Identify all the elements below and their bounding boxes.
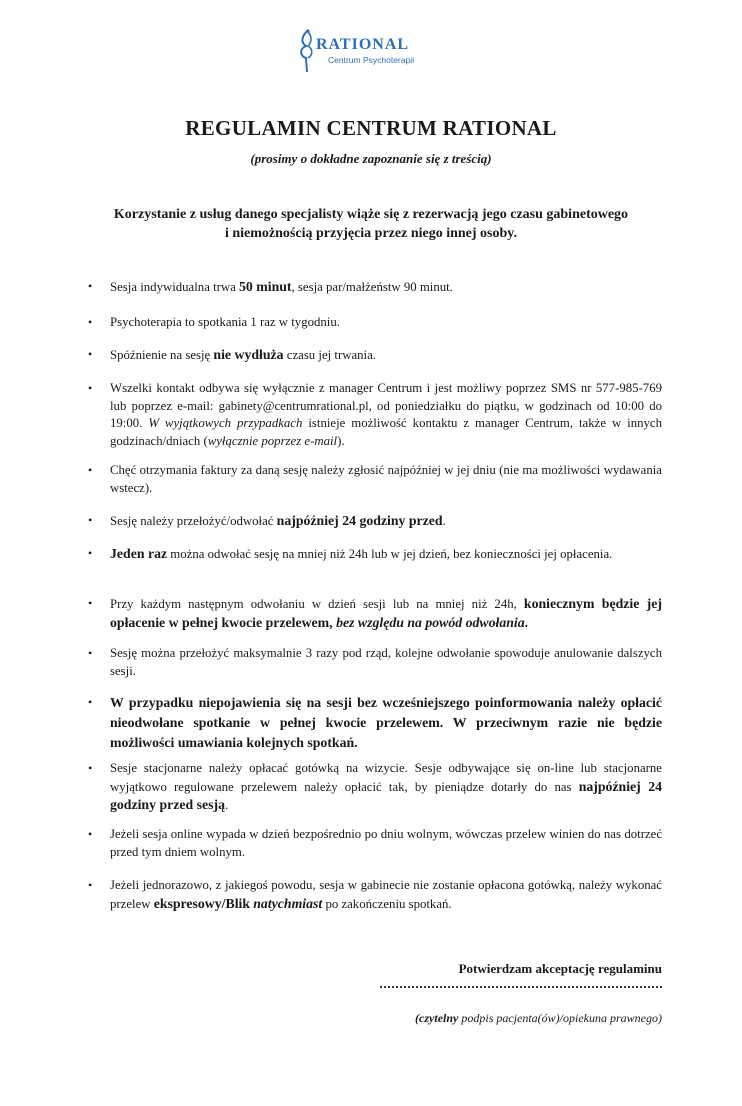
signature-caption-rest: podpis pacjenta(ów)/opiekuna prawnego) [458,1011,662,1025]
rule-item [110,380,662,450]
rule-text: można odwołać sesję na mniej niż 24h lub w jej dzień, bez konieczności jej opłacenia. [167,547,613,561]
rule-item [110,545,662,564]
rule-text: Spóźnienie na sesję [110,348,214,362]
rule-text-bold-italic: natychmiast [253,895,323,911]
rule-item [110,693,662,753]
logo-brand: RATIONAL [316,36,410,53]
rule-text: Wszelki kontakt odbywa się wyłącznie z manager Centrum i jest możliwy poprzez SMS nr 577-985-769 lub poprzez e-mail: gabinety@centrumrational.pl, od poniedziałku do piątku, w godzinach od 10:00 do 19:00. [110,381,662,430]
rule-text: Przy każdym następnym odwołaniu w dzień sesji lub na mniej niż 24h, [110,597,524,611]
logo [296,28,426,78]
rule-text-bold: ekspresowy/Blik [153,895,251,911]
rule-text: Jeżeli jednorazowo, z jakiegoś powodu, sesja w gabinecie nie zostanie opłacona gotówką, należy wykonać przelew [110,878,662,911]
rule-text-bold: W przypadku niepojawienia się na sesji bez wcześniejszego poinformowania należy opłacić nieodwołane spotkanie w pełnej kwocie przelewem. W przeciwnym razie nie będzie możliwości umawiania kolejnych spotkań. [110,695,662,750]
rule-item [110,826,662,861]
rule-text: Sesję należy przełożyć/odwołać [110,514,277,528]
rule-text: Sesje stacjonarne należy opłacać gotówką na wizycie. Sesje odbywające się on-line lub stacjonarne wyjątkowo regulowane przelewem należy opłacić tak, by pieniądze dotarły do nas [110,761,662,794]
rule-text-bold: Jeden raz [110,546,168,561]
rule-item [110,877,662,913]
rule-item [110,346,662,365]
rule-text: . [224,798,229,812]
rule-text: Jeżeli sesja online wypada w dzień bezpośrednio po dniu wolnym, wówczas przelew winien do nas dotrzeć przed tym dniem wolnym. [110,827,662,859]
intro-text [40,205,702,243]
rule-text: . [442,514,446,528]
rule-text: Psychoterapia to spotkania 1 raz w tygodniu. [110,315,340,329]
rule-text-italic: W wyjątkowych przypadkach [148,416,303,430]
rule-text-italic: wyłącznie poprzez e-mail [207,433,338,448]
rule-text: Sesję można przełożyć maksymalnie 3 razy pod rząd, kolejne odwołanie spowoduje anulowanie dalszych sesji. [110,646,662,678]
intro-line-2: i niemożnością przyjęcia przez niego innej osoby. [224,226,518,241]
signature-caption [415,1011,662,1026]
butterfly-logo-icon [296,28,318,74]
rule-item [110,462,662,497]
rule-text-bold-italic: bez względu na powód odwołania [336,614,525,630]
intro-line-1: Korzystanie z usług danego specjalisty wiąże się z rezerwacją jego czasu gabinetowego [113,207,629,222]
rule-text-bold: najpóźniej 24 godziny przed sesją [110,778,662,812]
rule-item [110,760,662,815]
rule-text: ). [337,433,345,448]
signature-caption-bold: (czytelny [415,1011,459,1025]
rule-text: czasu jej trwania. [283,348,376,362]
page-title: REGULAMIN CENTRUM RATIONAL [185,116,557,140]
rule-item [110,595,662,632]
logo-subtitle: Centrum Psychoterapii [328,55,414,65]
rule-item [110,278,662,297]
rule-text: Chęć otrzymania faktury za daną sesję należy zgłosić najpóźniej w jej dniu (nie ma możliwości wydawania wstecz). [110,463,662,495]
rule-text-bold: . [524,614,529,630]
rule-text-bold: najpóźniej 24 godziny przed [276,513,443,528]
rule-item [110,314,662,332]
rule-text: Sesja indywidualna trwa [110,280,240,294]
rule-text: po zakończeniu spotkań. [322,896,452,911]
rule-item [110,645,662,680]
rule-text: istnieje możliwość kontaktu z manager Centrum, także w innych godzinach/dniach ( [110,416,662,448]
page-subtitle: (prosimy o dokładne zapoznanie się z treścią) [250,151,492,166]
rule-text-bold: nie wydłuża [213,347,284,362]
rule-text: , sesja par/małżeństw 90 minut. [291,280,453,294]
rule-text-bold: 50 minut [239,279,292,294]
acceptance-label: Potwierdzam akceptację regulaminu [458,961,662,976]
signature-line[interactable] [380,986,662,988]
rule-text-bold: koniecznym będzie jej opłacenie w pełnej kwocie przelewem, [110,596,662,630]
rule-item [110,512,662,531]
